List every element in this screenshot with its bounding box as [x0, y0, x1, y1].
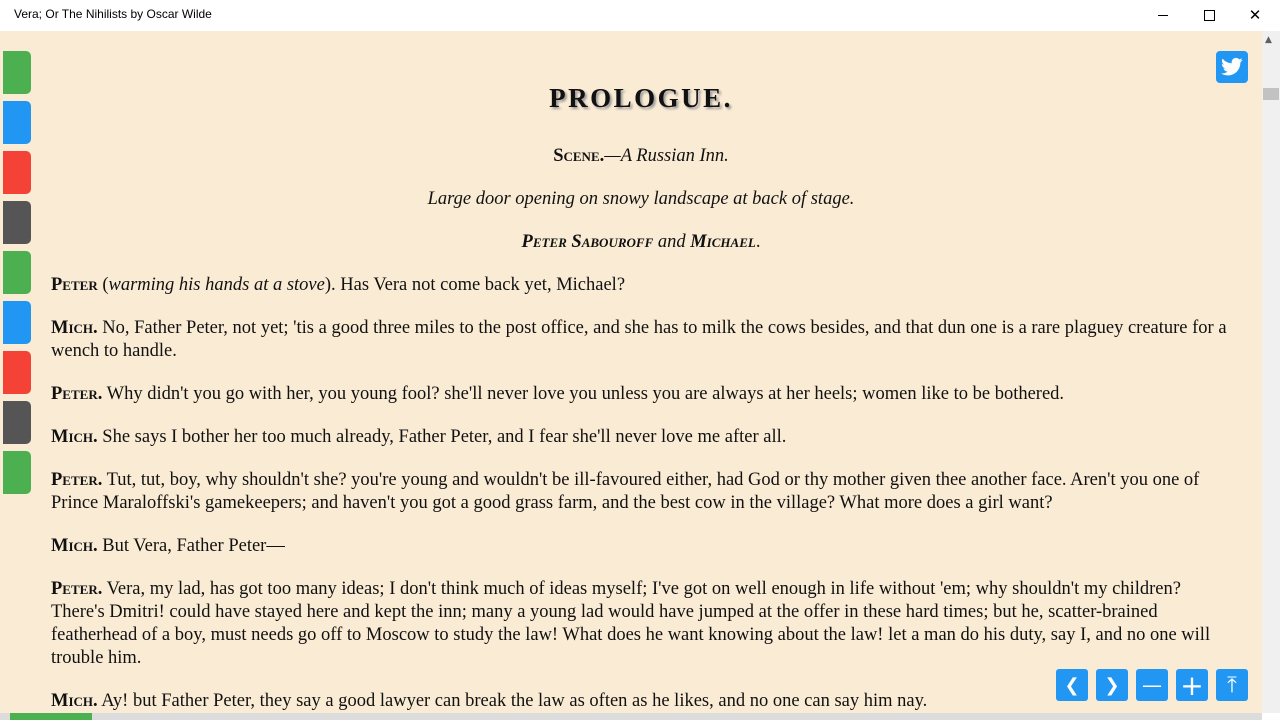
dialogue-text: Tut, tut, boy, why shouldn't she? you're young and wouldn't be ill-favoured either, had God or thy mother given thee another face. Aren't you one of Prince Maraloffski's gamekeepers; and haven't you got a good grass farm, and the best cow in the village? What more does a girl want? [51, 470, 1200, 513]
speaker-name: Mich. [51, 536, 98, 556]
arrow-up-bar-icon: ⤒ [1227, 672, 1237, 698]
stage-direction: Large door opening on snowy landscape at back of stage. [427, 189, 855, 209]
chevron-left-icon: ❮ [1064, 674, 1080, 696]
plus-icon: + [1180, 668, 1204, 702]
minus-icon: — [1142, 673, 1162, 697]
reading-page [0, 31, 1262, 713]
dialogue-line [51, 690, 1231, 713]
dialogue-line [51, 578, 1231, 670]
twitter-icon [1221, 57, 1243, 77]
character-name: Michael [690, 232, 756, 252]
stage-note: warming his hands at a stove [108, 275, 325, 295]
previous-page-button[interactable] [1056, 669, 1088, 701]
sidebar-tab-blue[interactable] [3, 101, 31, 144]
sidebar-tab-green[interactable] [3, 51, 31, 94]
dialogue-line [51, 535, 1231, 558]
reading-progress-fill [10, 713, 92, 720]
zoom-out-button[interactable] [1136, 669, 1168, 701]
title-bar [0, 0, 1280, 31]
character-and: and [653, 232, 691, 252]
dialogue-text: ). Has Vera not come back yet, Michael? [324, 275, 626, 295]
speaker-name: Peter. [51, 384, 103, 404]
maximize-icon [1204, 10, 1215, 21]
sidebar-tab-red[interactable] [3, 351, 31, 394]
dialogue-line [51, 383, 1231, 406]
character-name: Peter Sabouroff [521, 232, 654, 252]
dialogue-line [51, 426, 1231, 449]
minimize-icon [1158, 15, 1168, 16]
sidebar-tab-blue[interactable] [3, 301, 31, 344]
scrollbar-thumb[interactable] [1263, 88, 1279, 100]
dialogue-text: Vera, my lad, has got too many ideas; I don't think much of ideas myself; I've got on well enough in life without 'em; why shouldn't my children? There's Dmitri! could have stayed here and kept the inn; many a young lad would have jumped at the offer in these hard times; but he, scatter-brained featherhead of a boy, must needs go off to Moscow to study the law! What does he want knowing about the law! let a man do his duty, say I, and no one will trouble him. [51, 579, 1211, 668]
sidebar-tab-green[interactable] [3, 451, 31, 494]
sidebar-tab-gray[interactable] [3, 201, 31, 244]
minimize-button[interactable] [1140, 0, 1186, 31]
chevron-right-icon: ❯ [1104, 674, 1120, 696]
chapter-heading: PROLOGUE. [549, 83, 733, 113]
speaker-name: Peter. [51, 470, 103, 490]
zoom-in-button[interactable] [1176, 669, 1208, 701]
dialogue-text: She says I bother her too much already, Father Peter, and I fear she'll never love me after all. [97, 427, 787, 447]
close-icon: ✕ [1248, 6, 1262, 24]
dialogue-text: Why didn't you go with her, you young fool? she'll never love you unless you are always at her heels; women like to be bothered. [102, 384, 1065, 404]
character-list [51, 231, 1231, 254]
close-button[interactable] [1232, 0, 1278, 31]
speaker-name: Mich. [51, 691, 98, 711]
scroll-up-icon[interactable]: ▲ [1265, 35, 1272, 45]
scene-line [51, 145, 1231, 168]
speaker-name: Peter [51, 275, 98, 295]
character-end: . [755, 232, 761, 252]
next-page-button[interactable] [1096, 669, 1128, 701]
vertical-scrollbar[interactable] [1262, 31, 1280, 713]
maximize-button[interactable] [1186, 0, 1232, 31]
dialogue-line [51, 469, 1231, 515]
scene-text: —A Russian Inn. [604, 146, 729, 166]
dialogue-text: But Vera, Father Peter— [97, 536, 285, 556]
sidebar-tab-red[interactable] [3, 151, 31, 194]
window-title: Vera; Or The Nihilists by Oscar Wilde [14, 7, 212, 21]
speaker-name: Mich. [51, 427, 98, 447]
speaker-name: Mich. [51, 318, 98, 338]
dialogue-pre: ( [97, 275, 109, 295]
reading-progress-bar [0, 713, 1262, 720]
scene-label: Scene. [553, 146, 605, 166]
sidebar-tab-green[interactable] [3, 251, 31, 294]
sidebar-tab-gray[interactable] [3, 401, 31, 444]
dialogue-text: No, Father Peter, not yet; 'tis a good three miles to the post office, and she has to milk the cows besides, and that dun one is a rare plaguey creature for a wench to handle. [51, 318, 1227, 361]
dialogue-line [51, 317, 1231, 363]
dialogue-text: Ay! but Father Peter, they say a good lawyer can break the law as often as he likes, and no one can say him nay. [97, 691, 928, 711]
scroll-to-top-button[interactable] [1216, 669, 1248, 701]
twitter-share-button[interactable] [1216, 51, 1248, 83]
dialogue-line [51, 274, 1231, 297]
speaker-name: Peter. [51, 579, 103, 599]
